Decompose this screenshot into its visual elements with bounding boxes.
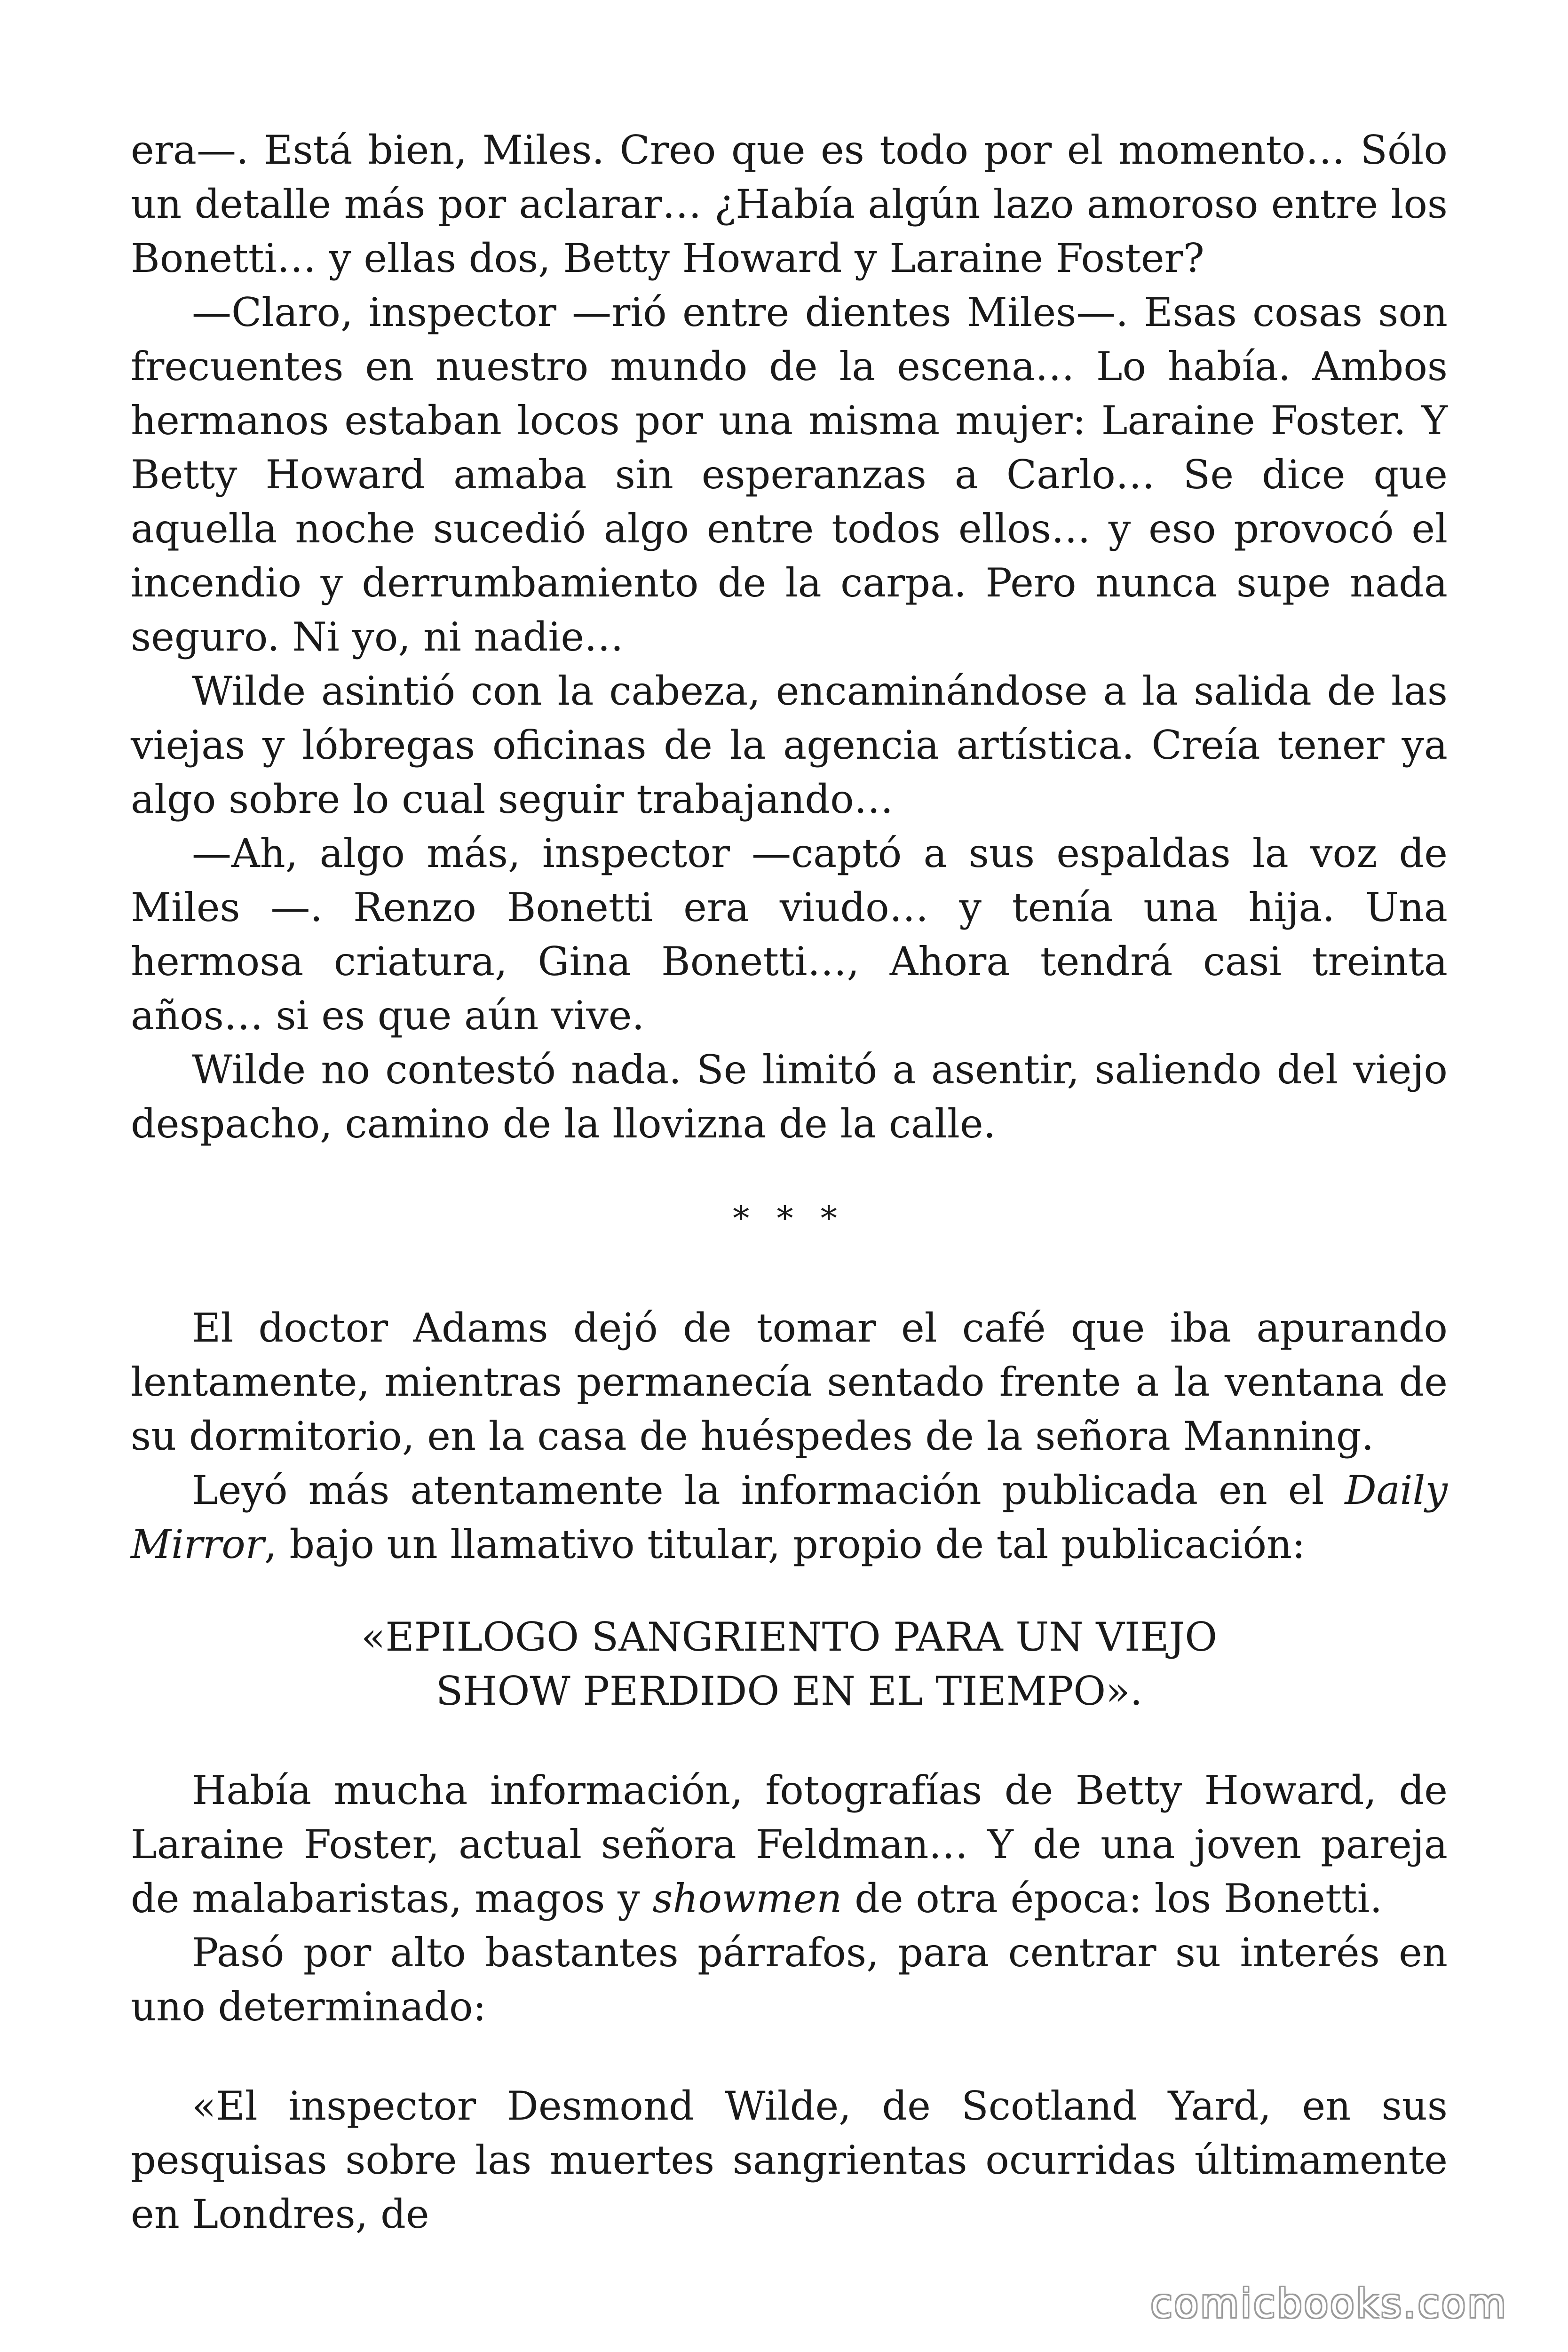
watermark-logo: comicbooks.com: [1150, 2280, 1508, 2327]
paragraph-text: era—. Está bien, Miles. Creo que es todo por el momento… Sólo un detalle más por aclarar… ¿Había algún lazo amoroso entre los Bonetti… y ellas dos, Betty Howard y Laraine Foster?: [131, 127, 1448, 281]
paragraph-text: Pasó por alto bastantes párrafos, para centrar su interés en uno determinado:: [131, 1930, 1448, 2030]
text-block-lower: [131, 1764, 1448, 2034]
paragraph: [131, 1301, 1448, 1463]
paragraph-text: , bajo un llamativo titular, propio de tal publicación:: [264, 1521, 1306, 1567]
paragraph: [131, 286, 1448, 664]
paragraph: [131, 2079, 1448, 2241]
paragraph: [131, 664, 1448, 826]
text-block-middle: [131, 1301, 1448, 1572]
paragraph-text: Wilde asintió con la cabeza, encaminándose a la salida de las viejas y lóbregas oficinas de la agencia artística. Creía tener ya algo sobre lo cual seguir trabajando…: [131, 668, 1448, 822]
paragraph: [131, 123, 1448, 286]
paragraph-text: «El inspector Desmond Wilde, de Scotland Yard, en sus pesquisas sobre las muertes sangrientas ocurridas últimamente en Londres, de: [131, 2083, 1448, 2237]
paragraph-text: Había mucha información, fotografías de Betty Howard, de Laraine Foster, actual señora Feldman… Y de una joven pareja de malabaristas, magos y: [131, 1767, 1448, 1922]
paragraph-text: —Ah, algo más, inspector —captó a sus espaldas la voz de Miles —. Renzo Bonetti era viudo… y tenía una hija. Una hermosa criatura, Gina Bonetti…, Ahora tendrá casi treinta años… si es que aún vive.: [131, 830, 1448, 1039]
paragraph-text: —Claro, inspector —rió entre dientes Miles—. Esas cosas son frecuentes en nuestro mundo de la escena… Lo había. Ambos hermanos estaban locos por una misma mujer: Laraine Foster. Y Betty Howard amaba sin esperanzas a Carlo… Se dice que aquella noche sucedió algo entre todos ellos… y eso provocó el incendio y derrumbamiento de la carpa. Pero nunca supe nada seguro. Ni yo, ni nadie…: [131, 289, 1448, 660]
newspaper-headline: [131, 1610, 1448, 1718]
paragraph: [131, 1764, 1448, 1926]
paragraph-text: El doctor Adams dejó de tomar el café que iba apurando lentamente, mientras permanecía sentado frente a la ventana de su dormitorio, en la casa de huéspedes de la señora Manning.: [131, 1305, 1448, 1459]
paragraph-text: Wilde no contestó nada. Se limitó a asentir, saliendo del viejo despacho, camino de la llovizna de la calle.: [131, 1047, 1448, 1147]
paragraph: [131, 1043, 1448, 1151]
paragraph-text: Leyó más atentamente la información publicada en el: [192, 1467, 1345, 1513]
italic-text: Daily Mirror: [131, 1467, 1448, 1567]
paragraph-gap: [131, 2034, 1448, 2079]
paragraph: [131, 1463, 1448, 1572]
headline-line-1: «EPILOGO SANGRIENTO PARA UN VIEJO: [361, 1614, 1218, 1660]
paragraph-text: de otra época: los Bonetti.: [842, 1875, 1383, 1922]
text-block-top: [131, 123, 1448, 1151]
italic-text: showmen: [652, 1875, 842, 1922]
text-block-bottom: [131, 2079, 1448, 2241]
book-page: [131, 123, 1448, 2241]
paragraph: [131, 1926, 1448, 2034]
headline-line-2: SHOW PERDIDO EN EL TIEMPO».: [436, 1668, 1143, 1714]
paragraph: [131, 826, 1448, 1043]
scene-break: * * *: [733, 1199, 846, 1238]
